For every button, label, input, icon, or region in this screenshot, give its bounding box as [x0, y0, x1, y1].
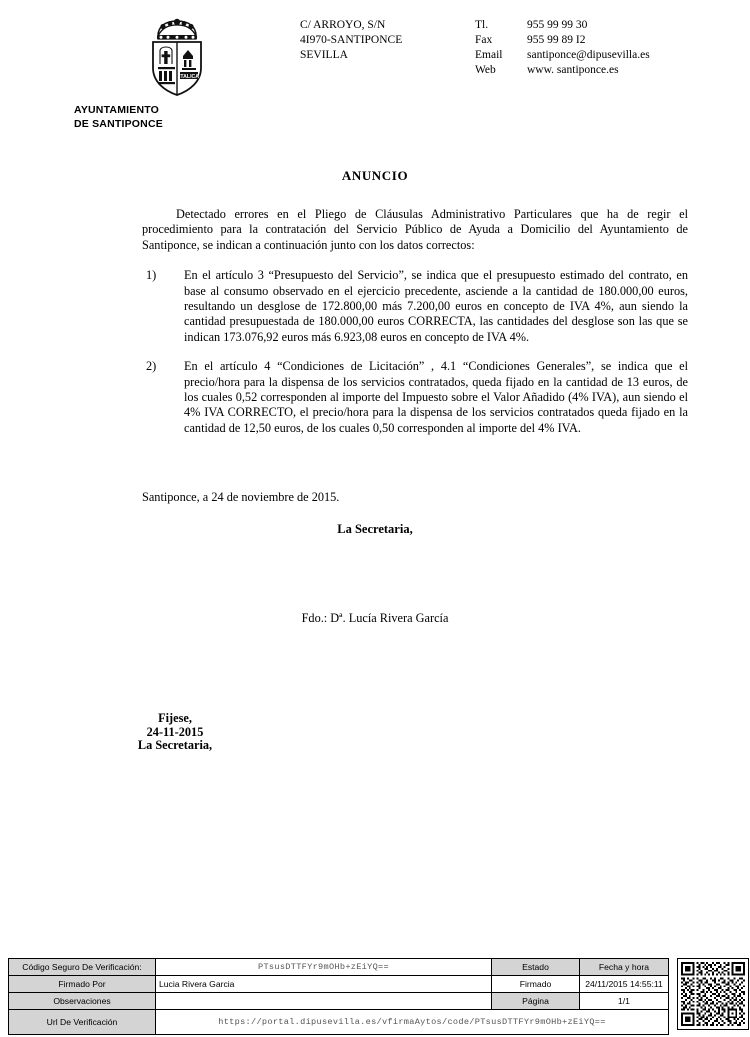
signed-by-label: Firmado Por: [9, 976, 156, 993]
contact-label-fax: Fax: [475, 34, 493, 46]
review-stamp-line-2: 24-11-2015: [146, 724, 204, 739]
contact-label-email: Email: [475, 49, 503, 61]
contact-value-web: www. santiponce.es: [527, 64, 619, 76]
list-item-marker: 2): [146, 359, 157, 374]
crest-motto: [179, 72, 199, 80]
table-row: [9, 993, 669, 1010]
review-stamp-line-3: La Secretaria,: [137, 738, 213, 753]
contact-details-table: [475, 18, 650, 78]
table-row: [9, 959, 669, 976]
contact-label-phone: Tl.: [475, 19, 489, 31]
list-item-marker: 1): [146, 268, 157, 283]
postal-address: [300, 18, 475, 78]
list-item: [142, 268, 688, 345]
organization-line-2: DE SANTIPONCE: [74, 117, 163, 130]
verification-footer: [8, 958, 742, 1030]
crest-block: [72, 12, 282, 131]
list-item: [142, 359, 688, 436]
url-value[interactable]: https://portal.dipusevilla.es/vfirmaAytos/code/PTsusDTTFYr9mOHb+zEiYQ==: [156, 1010, 669, 1035]
status-label: Estado: [492, 959, 580, 976]
status-value: Firmado: [492, 976, 580, 993]
address-line-3: SEVILLA: [300, 49, 348, 61]
csv-label: Código Seguro De Verificación:: [9, 959, 156, 976]
datetime-value: 24/11/2015 14:55:11: [580, 976, 669, 993]
secretary-label: La Secretaria,: [337, 522, 413, 536]
page-label: Página: [492, 993, 580, 1010]
csv-value: PTsusDTTFYr9mOHb+zEiYQ==: [156, 959, 492, 976]
url-label: Url De Verificación: [9, 1010, 156, 1035]
numbered-list: [142, 268, 688, 436]
letterhead: [0, 10, 750, 140]
contact-label-web: Web: [475, 64, 496, 76]
coat-of-arms-icon: [136, 12, 218, 98]
contact-row-web: [475, 63, 650, 78]
contact-value-fax: 955 99 89 I2: [527, 34, 586, 46]
contact-value-phone: 955 99 99 30: [527, 19, 588, 31]
observations-label: Observaciones: [9, 993, 156, 1010]
address-line-2: 4I970-SANTIPONCE: [300, 34, 403, 46]
observations-value: [156, 993, 492, 1010]
address-line-1: C/ ARROYO, S/N: [300, 19, 386, 31]
page-title: ANUNCIO: [341, 168, 409, 183]
closing-date: Santiponce, a 24 de noviembre de 2015.: [142, 490, 340, 504]
contact-row-phone: [475, 18, 650, 33]
page-value: 1/1: [580, 993, 669, 1010]
datetime-label: Fecha y hora: [580, 959, 669, 976]
list-item-text: En el artículo 4 “Condiciones de Licitación” , 4.1 “Condiciones Generales”, se indica que el precio/hora para la dispensa de los servicios contratados, queda fijado en la cantidad de 13 euros, de los cuales 0,52 corresponden al importe del Impuesto sobre el Valor Añadido (4% IVA), aun siendo el 4% IVA CORRECTO, el precio/hora para la dispensa de los servicios contratados queda fijado en la cantidad de 12,50 euros, de los cuales 0,50 corresponden al importe del 4% IVA.: [184, 359, 688, 435]
list-item-text: En el artículo 3 “Presupuesto del Servicio”, se indica que el presupuesto estimado del contrato, en base al consumo observado en el ejercicio precedente, asciende a la cantidad de 180.000,00 euros, resultando un desglose de 172.800,00 más 7.200,00 euros en concepto de IVA 4%, aun siendo la cantidad presupuestada de 180.000,00 euros CORRECTA, las cantidades del desglose son las que se indican 173.076,92 euros más 6.923,08 euros en concepto de IVA 4%.: [184, 268, 688, 344]
contact-value-email: santiponce@dipusevilla.es: [527, 49, 650, 61]
organization-name: [72, 104, 282, 131]
contact-block: [300, 18, 650, 78]
svg-text:ITALICA: ITALICA: [178, 73, 200, 80]
document-body: [142, 207, 688, 450]
contact-row-email: [475, 48, 650, 63]
qr-code-icon: [677, 958, 749, 1030]
table-row: [9, 976, 669, 993]
organization-line-1: AYUNTAMIENTO: [74, 104, 160, 116]
signed-by-value: Lucia Rivera Garcia: [156, 976, 492, 993]
signer-name-line: Fdo.: Dª. Lucía Rivera García: [301, 611, 449, 625]
table-row: [9, 1010, 669, 1035]
contact-row-fax: [475, 33, 650, 48]
review-stamp-line-1: Fijese,: [158, 711, 192, 725]
review-stamp: [80, 712, 270, 753]
verification-table: [8, 958, 669, 1035]
intro-paragraph: Detectado errores en el Pliego de Cláusulas Administrativo Particulares que ha de regir el procedimiento para la contratación del Servicio Público de Ayuda a Domicilio del Ayuntamiento de Santiponce, se indican a continuación junto con los datos correctos:: [142, 207, 688, 252]
